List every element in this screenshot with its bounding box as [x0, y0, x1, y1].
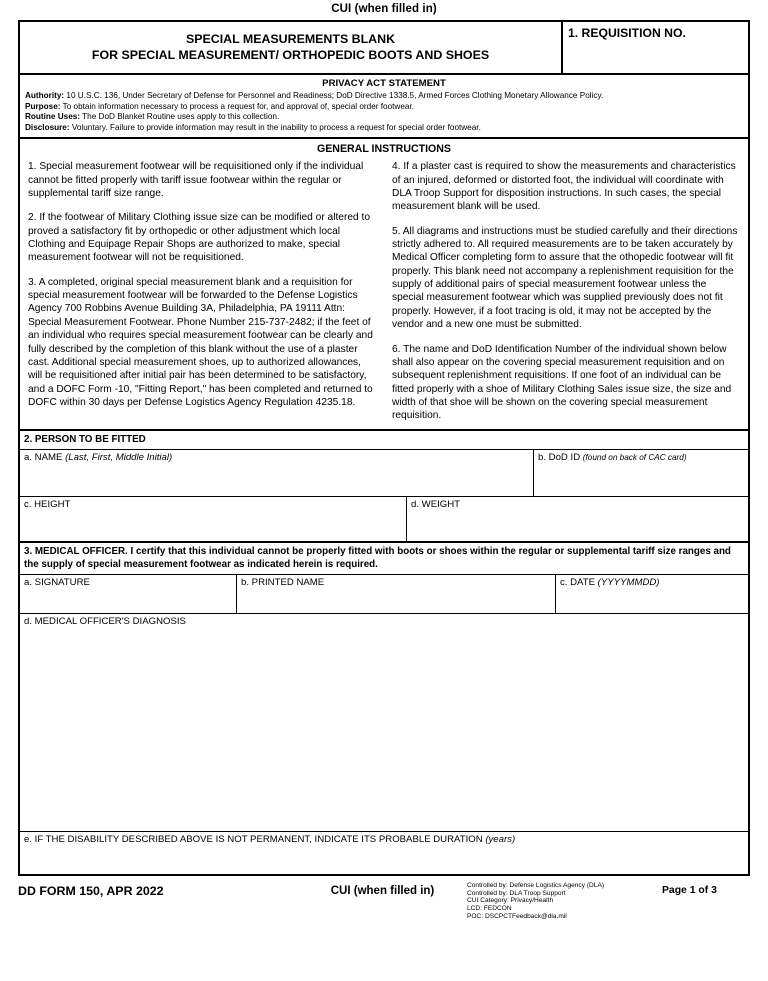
instructions-right-column: [384, 160, 748, 422]
instruction-item-5: 5. All diagrams and instructions must be studied carefully and their directions strictly adhered to. All required measurements are to be taken accurately by Medical Officer completing form to assure that the othopedic footwear will fit properly. This blank need not accompany a replenishment requisition for the supply of additional pairs of special measurement footwear unless the special measurement footwear which was supplied previously does not fit properly. However, if a foot tracing is old, it may not be accepted by the vendor and a new one must be submitted.: [392, 225, 738, 331]
dodid-field[interactable]: [534, 450, 748, 496]
instruction-item-6: 6. The name and DoD Identification Number of the individual shown below shall also appear on the covering special measurement requisition and on subsequent replenishment requisitions. If one foot of an individual can be fitted properly with a shoe of Military Clothing Sales issue size, the size and width of that shoe will be shown on the covering special measurement requisition.: [392, 343, 732, 422]
duration-field[interactable]: [20, 832, 748, 874]
date-label: c. DATE: [560, 577, 598, 589]
form-title: [20, 22, 563, 73]
date-hint: (YYYYMMDD): [597, 577, 660, 589]
section3-heading: 3. MEDICAL OFFICER. I certify that this individual cannot be properly fitted with boots or shoes within the regular or supplemental tariff size ranges and the supply of special measurement footwear as indicated herein is required.: [20, 543, 748, 575]
section2-row-name: [20, 450, 748, 497]
name-field[interactable]: [20, 450, 534, 496]
signature-label: a. SIGNATURE: [24, 577, 90, 589]
privacy-label-disclosure: Disclosure:: [25, 122, 70, 132]
height-field[interactable]: [20, 497, 407, 541]
cui-banner-top: CUI (when filled in): [331, 3, 437, 15]
instruction-item-2: 2. If the footwear of Military Clothing issue size can be modified or altered to proved a satisfactory fit by orthopedic or other adjustment which local Clothing and Equipage Repair Shops are authorized to make, special measurement footwear will not be requisitioned.: [28, 212, 371, 264]
section3-row-signature: [20, 575, 748, 614]
diagnosis-label: d. MEDICAL OFFICER'S DIAGNOSIS: [24, 616, 186, 628]
cui-lcd: LCD: FEDCON: [467, 905, 512, 913]
page-number: Page 1 of 3: [662, 885, 717, 897]
name-hint: (Last, First, Middle Initial): [65, 452, 173, 464]
form-id-label: DD FORM 150, APR 2022: [18, 884, 164, 899]
name-label: a. NAME: [24, 452, 66, 464]
privacy-text-authority: 10 U.S.C. 136, Under Secretary of Defense for Personnel and Readiness; DoD Directive 1338.5, Armed Forces Clothing Monetary Allowance Policy.: [64, 91, 604, 100]
privacy-text-purpose: To obtain information necessary to process a request for, and approval of, special order footwear.: [60, 101, 414, 111]
privacy-act-statement: [20, 75, 748, 139]
signature-field[interactable]: [20, 575, 237, 613]
general-instructions-body: [20, 160, 748, 428]
form-outer-frame: [18, 20, 750, 876]
privacy-text-disclosure: Voluntary. Failure to provide information may result in the inability to process a request for special order footwear.: [69, 122, 481, 132]
cui-banner-bottom: CUI (when filled in): [330, 885, 435, 898]
section2-heading: 2. PERSON TO BE FITTED: [20, 431, 748, 451]
duration-label: e. IF THE DISABILITY DESCRIBED ABOVE IS NOT PERMANENT, INDICATE ITS PROBABLE DURATION: [24, 834, 486, 846]
form-footer: [18, 876, 750, 920]
instruction-item-4: 4. If a plaster cast is required to show the measurements and characteristics of an injured, deformed or distorted foot, the individual will coordinate with DLA Troop Support for disposition instructions. In such cases, the special measurement blank will be used.: [392, 161, 736, 213]
privacy-text-routine-uses: The DoD Blanket Routine uses apply to this collection.: [80, 112, 280, 122]
privacy-line-routine-uses: [25, 112, 743, 123]
form-title-block: [20, 22, 748, 75]
requisition-no-field[interactable]: [563, 22, 748, 73]
form-title-line2: FOR SPECIAL MEASUREMENT/ ORTHOPEDIC BOOTS AND SHOES: [91, 48, 490, 62]
cui-category: CUI Category: Privacy/Health: [467, 897, 554, 905]
duration-hint: (years): [485, 834, 516, 846]
privacy-line-authority: [25, 91, 743, 102]
instruction-item-3: 3. A completed, original special measurement blank and a requisition for special measurement footwear will be forwarded to the Defense Logistics Agency 700 Robbins Avenue Building 3A, Philadelphia, PA 19111 Attn: Special Measurement Footwear. Phone Number 215-737-2482; if the feet of an individual who requires special measurement footwear can be clearly and fully described by the completion of this blank without the use of a plaster cast. Additional special measurement shoes, up to authorized allowances, will be requisitioned after initial pair has been determined to be satisfactory, and a DOFC Form -10, "Fitting Report," has been completed and returned to DOFC within 30 days per Defense Logistics Agency Regulation 4235.18.: [28, 276, 373, 408]
date-field[interactable]: [556, 575, 748, 613]
weight-field[interactable]: [407, 497, 748, 541]
privacy-line-purpose: [25, 102, 743, 113]
height-label: c. HEIGHT: [24, 499, 71, 511]
printed-name-field[interactable]: [237, 575, 556, 613]
privacy-label-purpose: Purpose:: [25, 101, 61, 111]
privacy-act-heading: PRIVACY ACT STATEMENT: [322, 78, 446, 89]
cui-controlled-by-troop-support: Controlled by: DLA Troop Support: [467, 889, 566, 897]
printed-name-label: b. PRINTED NAME: [241, 577, 325, 589]
diagnosis-field[interactable]: [20, 614, 748, 832]
dodid-label: b. DoD ID: [538, 452, 583, 464]
section2-row-height-weight: [20, 497, 748, 543]
cui-controlled-by-dla: Controlled by: Defense Logistics Agency (DLA): [467, 882, 605, 890]
general-instructions-heading: GENERAL INSTRUCTIONS: [317, 143, 451, 156]
general-instructions-block: [20, 139, 748, 430]
privacy-label-authority: Authority:: [25, 91, 65, 100]
weight-label: d. WEIGHT: [411, 499, 461, 511]
instructions-left-column: [20, 160, 384, 422]
cui-control-block: [460, 881, 658, 920]
privacy-label-routine-uses: Routine Uses:: [25, 112, 81, 122]
dodid-hint: (found on back of CAC card): [582, 453, 687, 463]
cui-poc: POC: DSCPCTFeedback@dla.mil: [467, 912, 567, 920]
instruction-item-1: 1. Special measurement footwear will be requisitioned only if the individual cannot be fitted properly with tariff issue footwear within the regular or supplemental tariff size range.: [28, 161, 364, 200]
form-title-line1: SPECIAL MEASUREMENTS BLANK: [185, 32, 396, 46]
privacy-line-disclosure: [25, 123, 743, 134]
requisition-no-label: 1. REQUISITION NO.: [568, 26, 686, 40]
